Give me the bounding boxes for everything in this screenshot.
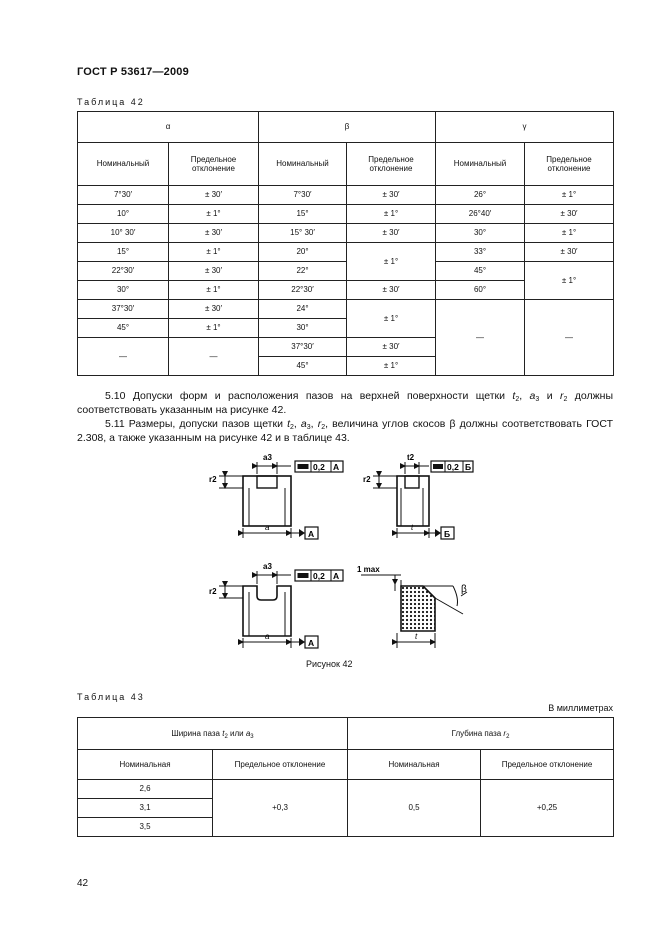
parallelism-symbol: [298, 573, 309, 578]
datum-label: А: [308, 638, 315, 648]
max-label: 1 max: [357, 565, 380, 574]
dim-label-bottom: a: [265, 523, 270, 532]
table-cell: 10° 30′: [78, 224, 169, 243]
table-row: [78, 205, 614, 224]
table-cell: 22°: [259, 262, 347, 281]
table42-col-nominal: Номинальный: [436, 143, 525, 186]
table-cell: 22°30′: [78, 262, 169, 281]
tolerance-value: 0,2: [313, 462, 325, 472]
table-cell: ± 30′: [169, 262, 259, 281]
table42-head-gamma: γ: [436, 112, 614, 143]
table42-col-deviation: Предельное отклонение: [169, 143, 259, 186]
datum-label: Б: [444, 529, 451, 539]
subscript: 3: [535, 396, 540, 403]
text: Глубина паза: [451, 728, 504, 738]
table-cell: 45°: [436, 262, 525, 281]
table-cell: 7°30′: [78, 186, 169, 205]
figure-caption: Рисунок 42: [306, 659, 353, 669]
table-cell: ± 30′: [347, 224, 436, 243]
table-cell: ± 1°: [347, 205, 436, 224]
table-cell: 37°30′: [78, 300, 169, 319]
table43-caption: Таблица 43: [77, 692, 145, 702]
tolerance-datum: А: [333, 462, 340, 472]
units-note: В миллиметрах: [548, 703, 613, 713]
dim-label-side: r2: [363, 475, 371, 484]
dim-label-side: r2: [209, 587, 217, 596]
text: должны соответствовать указанным на рисунке 42.: [77, 390, 614, 416]
tolerance-datum: Б: [465, 462, 472, 472]
table-cell: ± 1°: [347, 357, 436, 376]
table43-col-deviation: Предельное отклонение: [213, 750, 348, 780]
datum-triangle: [435, 529, 441, 537]
subscript: 2: [506, 733, 510, 740]
table-cell: 60°: [436, 281, 525, 300]
var: r: [503, 728, 507, 738]
var: r: [317, 418, 322, 430]
tolerance-value: 0,2: [313, 571, 325, 581]
table-cell-merged: ± 1°: [347, 243, 436, 281]
table43: [77, 717, 614, 837]
datum-triangle: [299, 529, 305, 537]
table-cell-merged: +0,25: [481, 780, 614, 837]
table-cell: ± 30′: [169, 300, 259, 319]
table-cell: 3,5: [78, 818, 213, 837]
table-cell: 7°30′: [259, 186, 347, 205]
table-row: [78, 300, 614, 319]
table-cell: 37°30′: [259, 338, 347, 357]
table-cell: ± 30′: [347, 281, 436, 300]
parallelism-symbol: [298, 464, 309, 469]
dim-label-side: r2: [209, 475, 217, 484]
table43-col-nominal: Номинальная: [78, 750, 213, 780]
datum-label: А: [308, 529, 315, 539]
table-cell: ± 1°: [169, 205, 259, 224]
dim-label-top: a3: [263, 562, 272, 571]
var: r: [559, 390, 564, 402]
tolerance-value: 0,2: [447, 462, 459, 472]
table-cell: 3,1: [78, 799, 213, 818]
table-cell: ± 1°: [169, 281, 259, 300]
table-cell: 22°30′: [259, 281, 347, 300]
drawing-1-glyphs: [298, 464, 309, 537]
angle-label: β: [461, 584, 467, 595]
table43-head-depth: [348, 718, 614, 750]
table-cell: ± 30′: [169, 224, 259, 243]
page-number: 42: [77, 878, 89, 889]
table-cell: ± 1°: [525, 224, 614, 243]
text: 5.10 Допуски форм и расположения пазов на верхней поверхности щетки: [105, 390, 513, 402]
subscript: 3: [250, 733, 254, 740]
table-cell: 15° 30′: [259, 224, 347, 243]
drawing-3-glyphs: [298, 573, 309, 646]
var: t: [512, 390, 516, 402]
dim-label-bottom: t: [411, 523, 414, 532]
table-cell-merged: ± 1°: [347, 300, 436, 338]
table43-col-deviation: Предельное отклонение: [481, 750, 614, 780]
subscript: 2: [289, 424, 294, 431]
table-row: [78, 243, 614, 262]
table-cell-merged: ± 1°: [525, 262, 614, 300]
table-cell: ± 1°: [169, 319, 259, 338]
subscript: 2: [224, 733, 228, 740]
text: или: [227, 728, 246, 738]
table-cell: 30°: [78, 281, 169, 300]
tolerance-datum: А: [333, 571, 340, 581]
table42-col-deviation: Предельное отклонение: [347, 143, 436, 186]
table-row: [78, 186, 614, 205]
table-row: [78, 780, 614, 799]
var: a: [245, 728, 251, 738]
table-cell: ± 30′: [347, 338, 436, 357]
table-cell-merged: —: [436, 300, 525, 376]
text: , величина углов скосов β должны соответствовать ГОСТ 2.308, а также указанным на рисунке 42 и в таблице 43.: [77, 418, 613, 444]
table42-col-nominal: Номинальный: [259, 143, 347, 186]
subscript: 2: [321, 424, 326, 431]
text: 5.11 Размеры, допуски пазов щетки: [105, 418, 288, 430]
drawing-chamfer-beta: [361, 575, 467, 648]
table42-caption: Таблица 42: [77, 97, 145, 107]
drawing-slot-width-a3: [219, 461, 343, 539]
table-row: [78, 262, 614, 281]
dim-label-top: a3: [263, 453, 272, 462]
table-cell: ± 30′: [525, 243, 614, 262]
text: и: [539, 390, 560, 402]
text: ,: [310, 418, 318, 430]
parallelism-symbol: [433, 464, 443, 469]
table43-col-nominal: Номинальная: [348, 750, 481, 780]
table43-head-width: [78, 718, 348, 750]
dim-label-bottom: t: [415, 632, 418, 641]
table-cell: ± 30′: [169, 186, 259, 205]
table42-head-alpha: α: [78, 112, 259, 143]
dim-label-bottom: a: [265, 632, 270, 641]
text: ,: [293, 418, 301, 430]
subscript: 3: [306, 424, 311, 431]
table-cell: 45°: [259, 357, 347, 376]
table42-col-deviation: Предельное отклонение: [525, 143, 614, 186]
subscript: 2: [515, 396, 520, 403]
table-cell: 33°: [436, 243, 525, 262]
table-cell-merged: —: [525, 300, 614, 376]
dim-label-top: t2: [407, 453, 415, 462]
table-cell-merged: +0,3: [213, 780, 348, 837]
var: a: [300, 418, 307, 430]
table-cell: 10°: [78, 205, 169, 224]
table-cell: 20°: [259, 243, 347, 262]
table-cell-merged: —: [78, 338, 169, 376]
drawing-2-glyphs: [433, 464, 443, 537]
var: t: [287, 418, 290, 430]
table-cell: 45°: [78, 319, 169, 338]
table42-col-nominal: Номинальный: [78, 143, 169, 186]
table-row: [78, 224, 614, 243]
table-cell: 2,6: [78, 780, 213, 799]
table-cell: 24°: [259, 300, 347, 319]
table-cell: ± 30′: [347, 186, 436, 205]
subscript: 2: [563, 396, 568, 403]
text: ,: [519, 390, 530, 402]
document-header: ГОСТ Р 53617—2009: [77, 66, 189, 78]
table-cell: ± 30′: [525, 205, 614, 224]
table-cell-merged: 0,5: [348, 780, 481, 837]
table-cell: 30°: [259, 319, 347, 338]
table-cell: 26°40′: [436, 205, 525, 224]
table-cell: ± 1°: [525, 186, 614, 205]
text: Ширина паза: [171, 728, 223, 738]
figure-42: [205, 446, 475, 651]
drawing-slot-width-t2: [373, 461, 473, 539]
paragraph-5-10: [77, 389, 613, 417]
table-cell: 30°: [436, 224, 525, 243]
paragraph-5-11: [77, 417, 613, 445]
table42-head-beta: β: [259, 112, 436, 143]
table-cell: 15°: [259, 205, 347, 224]
table-cell: 15°: [78, 243, 169, 262]
var: a: [529, 390, 536, 402]
table42: [77, 111, 614, 376]
datum-triangle: [299, 638, 305, 646]
drawing-slot-radius: [219, 570, 343, 648]
table-cell: 26°: [436, 186, 525, 205]
table-cell-merged: —: [169, 338, 259, 376]
var: t: [222, 728, 225, 738]
table-cell: ± 1°: [169, 243, 259, 262]
